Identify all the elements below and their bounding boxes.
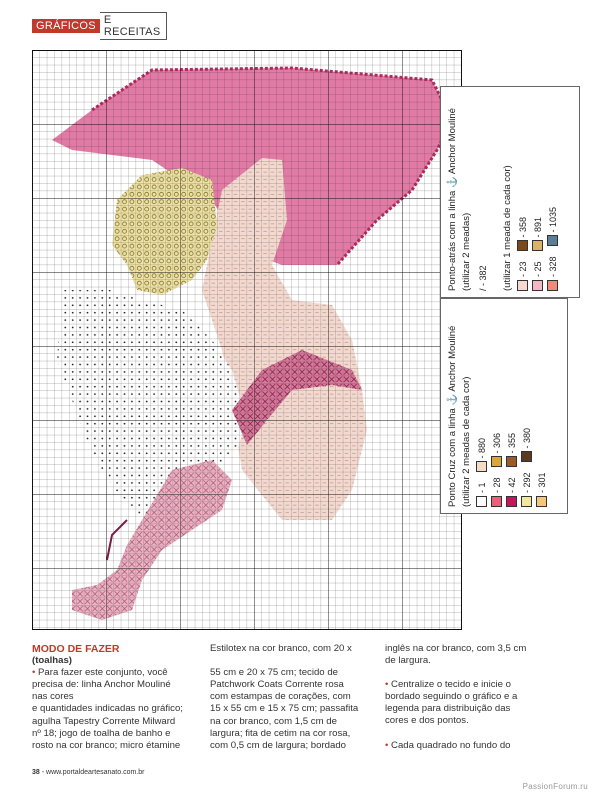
legend-top-item: - 328 [547,256,558,291]
legend-cross-title: Ponto Cruz com a linha ⚓ Anchor Mouliné [447,325,458,507]
legend-cross-item: - 28 [491,477,502,507]
legend-cross-item: - 1 [476,482,487,507]
legend-top-item: - 23 [517,261,528,291]
chart-svg [32,50,462,630]
instructions-subtitle: (toalhas) [32,655,72,667]
page-footer [32,769,144,776]
legend-backstitch-subtitle: (utilizar 2 meadas) [461,212,472,291]
legend-cross-item: - 355 [506,433,517,468]
bullet-icon: • [385,739,389,751]
instructions-col-1 [32,643,197,752]
legend-backstitch-box [440,86,580,298]
bullet-icon: • [32,667,36,679]
legend-top-item: - 891 [532,217,543,252]
legend-cross-subtitle: (utilizar 2 meadas de cada cor) [461,376,472,507]
instructions-col-2: Estilotex na cor branco, com 20 x 55 cm e 20 x 75 cm; tecido de Patchwork Coats Corrente rosa com estampas de corações, com 15 x 55 cm e 15 x 75 cm; passafita na cor branco, com 1,5 cm de largura; fita de cetim na cor rosa, com 0,5 cm de largura; bordado [210,643,359,751]
watermark: PassionForum.ru [522,782,588,791]
legend-cross-item: - 292 [521,472,532,507]
bullet-icon: • [385,679,389,691]
section-label-left: GRÁFICOS [32,19,100,33]
legend-backstitch-title: Ponto-atrás com a linha ⚓ Anchor Mouliné [447,108,458,291]
legend-top-title: (utilizar 1 meada de cada cor) [502,165,513,291]
legend-cross-item: - 42 [506,477,517,507]
legend-backstitch-item: / - 382 [478,265,488,291]
legend-cross-box [440,298,568,514]
legend-cross-item: - 306 [491,433,502,468]
page-number: 38 [32,769,40,776]
legend-top-item: - 25 [532,261,543,291]
footer-site: - www.portaldeartesanato.com.br [41,769,145,776]
legend-top-item: - 1035 [547,207,558,247]
section-header [32,14,167,38]
cross-stitch-chart [32,50,462,630]
instructions-paragraph: • Para fazer este conjunto, você precisa de: linha Anchor Mouliné nas cores e quantidades indicadas no gráfico; agulha Tapestry Corrente Milward nº 18; jogo de toalha de banho e rosto na cor branco; micro étamine [32,667,183,751]
instructions-title: MODO DE FAZER [32,643,120,655]
legend-cross-item: - 380 [521,428,532,463]
legend-cross-item: - 301 [536,472,547,507]
section-label-right: E RECEITAS [100,12,167,40]
legend-cross-item: - 880 [476,438,487,473]
legend-top-item: - 358 [517,217,528,252]
instructions-col-3: inglês na cor branco, com 3,5 cm de largura. • Centralize o tecido e inicie o bordado seguindo o gráfico e a legenda para distribuição das cores e dos pontos. • Cada quadrado no fundo do [385,643,527,751]
